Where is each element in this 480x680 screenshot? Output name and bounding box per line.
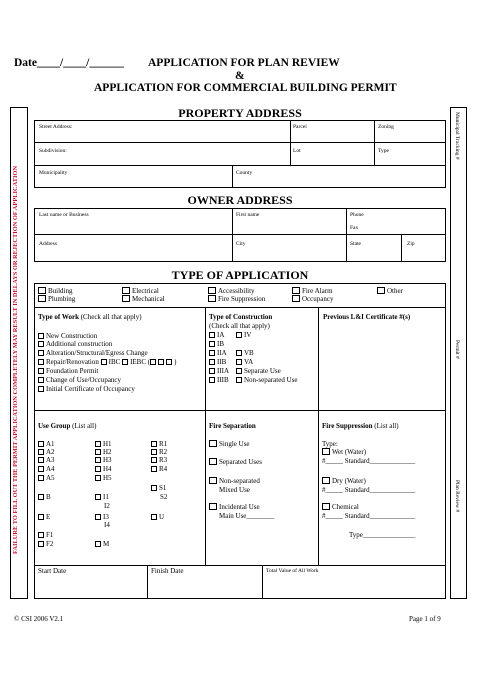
use-group-h2[interactable]: H2 <box>95 448 112 456</box>
checkbox[interactable] <box>95 514 101 520</box>
work-change-of-use[interactable]: Change of Use/Occupancy <box>38 376 121 384</box>
checkbox[interactable] <box>209 503 217 510</box>
previous-li-certificate-field[interactable]: Previous L&I Certificate #(s) <box>323 313 411 321</box>
checkbox[interactable] <box>208 287 216 294</box>
construction-note: (Check all that apply) <box>209 322 270 330</box>
checkbox[interactable] <box>209 341 215 347</box>
checkbox[interactable] <box>209 368 215 374</box>
checkbox[interactable] <box>38 295 46 302</box>
checkbox[interactable] <box>95 457 101 463</box>
use-group-h5[interactable]: H5 <box>95 474 112 482</box>
checkbox[interactable] <box>322 477 330 484</box>
owner-last-name-field[interactable]: Last name or Business <box>39 212 89 218</box>
checkbox[interactable] <box>151 485 157 491</box>
owner-city-field[interactable]: City <box>236 241 246 247</box>
checkbox[interactable] <box>38 449 44 455</box>
fire-sep-single-use[interactable]: Single Use <box>209 440 250 448</box>
checkbox[interactable] <box>209 377 215 383</box>
checkbox[interactable] <box>322 503 330 510</box>
checkbox[interactable] <box>95 541 101 547</box>
type-of-application-heading: TYPE OF APPLICATION <box>171 268 309 282</box>
use-group-u[interactable]: U <box>151 513 164 521</box>
use-group-h3[interactable]: H3 <box>95 456 112 464</box>
checkbox[interactable] <box>38 514 44 520</box>
checkbox[interactable] <box>38 441 44 447</box>
county-field[interactable]: County <box>236 170 253 176</box>
option-fire-alarm[interactable]: Fire Alarm <box>292 287 333 295</box>
checkbox[interactable] <box>151 457 157 463</box>
use-group-r2[interactable]: R2 <box>151 448 167 456</box>
work-alteration[interactable]: Alteration/Structural/Egress Change <box>38 349 148 357</box>
zoning-field[interactable]: Zoning <box>378 124 394 130</box>
checkbox[interactable] <box>209 332 215 338</box>
property-heading: PROPERTY ADDRESS <box>178 106 302 120</box>
checkbox[interactable] <box>38 350 44 356</box>
owner-zip-field[interactable]: Zip <box>407 241 415 247</box>
checkbox[interactable] <box>236 377 242 383</box>
use-group-m[interactable]: M <box>95 540 109 548</box>
municipal-tracking-label: Municipal Tracking # <box>454 112 460 160</box>
use-group-r4[interactable]: R4 <box>151 465 167 473</box>
checkbox[interactable] <box>377 287 385 294</box>
checkbox[interactable] <box>95 475 101 481</box>
use-group-r1[interactable]: R1 <box>151 440 167 448</box>
copyright: © CSI 2006 V2.1 <box>14 615 64 623</box>
lot-field[interactable]: Lot <box>293 148 301 154</box>
construction-iia[interactable]: IIA <box>209 349 227 357</box>
checkbox[interactable] <box>122 287 130 294</box>
fire-sup-chemical-standard-field[interactable]: #_____ Standard_____________ <box>322 512 416 520</box>
use-group-a3[interactable]: A3 <box>38 456 55 464</box>
owner-address-field[interactable]: Address <box>39 241 58 247</box>
checkbox[interactable] <box>38 457 44 463</box>
use-group-r3[interactable]: R3 <box>151 456 167 464</box>
checkbox[interactable] <box>38 386 44 392</box>
fire-sep-separated-uses[interactable]: Separated Uses <box>209 458 262 466</box>
checkbox[interactable] <box>166 359 172 365</box>
checkbox[interactable] <box>292 295 300 302</box>
fire-sup-chemical[interactable]: Chemical <box>322 503 359 511</box>
fire-sup-type-label: Type: <box>322 440 338 448</box>
checkbox[interactable] <box>38 341 44 347</box>
owner-fax-field[interactable]: Fax <box>350 225 359 231</box>
checkbox[interactable] <box>95 441 101 447</box>
option-accessibility[interactable]: Accessibility <box>208 287 255 295</box>
use-group-s2[interactable]: S2 <box>160 493 168 501</box>
use-group-b[interactable]: B <box>38 493 51 501</box>
construction-ia[interactable]: IA <box>209 331 224 339</box>
fire-sep-main-use-field[interactable]: Main Use________ <box>219 512 275 520</box>
checkbox[interactable] <box>38 532 44 538</box>
permit-number-label: Permit # <box>454 340 460 359</box>
checkbox[interactable] <box>38 475 44 481</box>
construction-title: Type of Construction <box>209 313 273 321</box>
use-group-i3[interactable]: I3 <box>95 513 109 521</box>
type-field[interactable]: Type <box>378 148 389 154</box>
checkbox[interactable] <box>208 295 216 302</box>
plan-review-label: Plan Review # <box>454 480 460 513</box>
owner-state-field[interactable]: State <box>350 241 361 247</box>
use-group-a5[interactable]: A5 <box>38 474 55 482</box>
option-plumbing[interactable]: Plumbing <box>38 295 75 303</box>
use-group-h4[interactable]: H4 <box>95 465 112 473</box>
checkbox[interactable] <box>209 359 215 365</box>
fire-sup-wet[interactable]: Wet (Water) <box>322 448 366 456</box>
use-group-i2[interactable]: I2 <box>104 502 110 510</box>
construction-iv[interactable]: IV <box>236 331 251 339</box>
checkbox[interactable] <box>38 541 44 547</box>
total-value-field[interactable]: Total Value of All Work <box>266 568 319 574</box>
checkbox[interactable] <box>38 333 44 339</box>
title-line2: APPLICATION FOR COMMERCIAL BUILDING PERMIT <box>94 82 397 94</box>
fire-sup-type-field[interactable]: Type_______________ <box>349 531 416 539</box>
work-additional[interactable]: Additional construction <box>38 340 112 348</box>
fire-separation-title: Fire Separation <box>209 422 256 430</box>
checkbox[interactable] <box>151 466 157 472</box>
construction-va[interactable]: VA <box>236 358 253 366</box>
checkbox[interactable] <box>95 466 101 472</box>
use-group-h1[interactable]: H1 <box>95 440 112 448</box>
owner-heading: OWNER ADDRESS <box>187 193 293 207</box>
option-building[interactable]: Building <box>38 287 73 295</box>
checkbox[interactable] <box>38 494 44 500</box>
construction-vb[interactable]: VB <box>236 349 254 357</box>
construction-iib[interactable]: IIB <box>209 358 226 366</box>
checkbox[interactable] <box>158 359 164 365</box>
street-address-field[interactable]: Street Address: <box>39 124 73 130</box>
checkbox[interactable] <box>38 377 44 383</box>
construction-non-separated-use[interactable]: Non-separated Use <box>236 376 297 384</box>
checkbox[interactable] <box>38 287 46 294</box>
checkbox[interactable] <box>151 514 157 520</box>
fire-sup-dry-standard-field[interactable]: #_____ Standard_____________ <box>322 486 416 494</box>
fire-sup-dry[interactable]: Dry (Water) <box>322 477 366 485</box>
checkbox[interactable] <box>101 359 107 365</box>
fire-sup-wet-standard-field[interactable]: #_____ Standard_____________ <box>322 457 416 465</box>
option-electrical[interactable]: Electrical <box>122 287 159 295</box>
checkbox[interactable] <box>322 448 330 455</box>
use-group-i1[interactable]: I1 <box>95 493 109 501</box>
checkbox[interactable] <box>236 350 242 356</box>
use-group-f1[interactable]: F1 <box>38 531 53 539</box>
work-new-construction[interactable]: New Construction <box>38 332 97 340</box>
construction-separate-use[interactable]: Separate Use <box>236 367 281 375</box>
checkbox[interactable] <box>209 458 217 465</box>
construction-iiib[interactable]: IIIB <box>209 376 229 384</box>
finish-date-field[interactable]: Finish Date <box>151 567 184 575</box>
checkbox[interactable] <box>122 359 128 365</box>
side-warning: FAILURE TO FILL OUT THE PERMIT APPLICATION COMPLETELY MAY RESULT IN DELAYS OR REJECTION OF APPLICATION <box>12 165 19 555</box>
subdivision-field[interactable]: Subdivision: <box>39 148 67 154</box>
municipality-field[interactable]: Municipality <box>39 170 68 176</box>
use-group-a4[interactable]: A4 <box>38 465 55 473</box>
page-number: Page 1 of 9 <box>409 615 441 623</box>
owner-phone-field[interactable]: Phone <box>350 212 364 218</box>
checkbox[interactable] <box>236 368 242 374</box>
fire-sep-non-separated[interactable]: Non-separated <box>209 477 260 485</box>
construction-ib[interactable]: IB <box>209 340 224 348</box>
work-foundation[interactable]: Foundation Permit <box>38 367 98 375</box>
owner-first-name-field[interactable]: First name <box>236 212 260 218</box>
option-mechanical[interactable]: Mechanical <box>122 295 165 303</box>
start-date-field[interactable]: Start Date <box>38 567 67 575</box>
use-group-a1[interactable]: A1 <box>38 440 55 448</box>
checkbox[interactable] <box>95 449 101 455</box>
checkbox[interactable] <box>150 359 156 365</box>
option-other[interactable]: Other <box>377 287 403 295</box>
option-fire-suppression[interactable]: Fire Suppression <box>208 295 265 303</box>
checkbox[interactable] <box>292 287 300 294</box>
use-group-title: Use Group (List all) <box>38 422 97 430</box>
checkbox[interactable] <box>236 332 242 338</box>
checkbox[interactable] <box>209 350 215 356</box>
use-group-f2[interactable]: F2 <box>38 540 53 548</box>
use-group-e[interactable]: E <box>38 513 50 521</box>
checkbox[interactable] <box>95 494 101 500</box>
use-group-a2[interactable]: A2 <box>38 448 55 456</box>
title-line1: APPLICATION FOR PLAN REVIEW <box>148 57 340 69</box>
construction-iiia[interactable]: IIIA <box>209 367 229 375</box>
use-group-i4[interactable]: I4 <box>104 521 110 529</box>
work-initial-certificate[interactable]: Initial Certificate of Occupancy <box>38 385 135 393</box>
title-ampersand: & <box>235 70 245 82</box>
date-field[interactable]: Date____/____/______ <box>14 57 124 69</box>
checkbox[interactable] <box>38 466 44 472</box>
work-repair[interactable]: Repair/Renovation IBC IEBC ( ) <box>38 358 176 366</box>
checkbox[interactable] <box>236 359 242 365</box>
checkbox[interactable] <box>151 449 157 455</box>
checkbox[interactable] <box>38 368 44 374</box>
parcel-field[interactable]: Parcel <box>293 124 307 130</box>
checkbox[interactable] <box>151 441 157 447</box>
checkbox[interactable] <box>122 295 130 302</box>
type-of-work-title: Type of Work (Check all that apply) <box>38 313 142 321</box>
checkbox[interactable] <box>209 477 217 484</box>
option-occupancy[interactable]: Occupancy <box>292 295 333 303</box>
fire-suppression-title: Fire Suppression (List all) <box>322 422 399 430</box>
use-group-s1[interactable]: S1 <box>151 484 166 492</box>
fire-sep-incidental-use[interactable]: Incidental Use <box>209 503 260 511</box>
fire-sep-mixed-use: Mixed Use <box>219 486 250 494</box>
checkbox[interactable] <box>38 359 44 365</box>
checkbox[interactable] <box>209 440 217 447</box>
